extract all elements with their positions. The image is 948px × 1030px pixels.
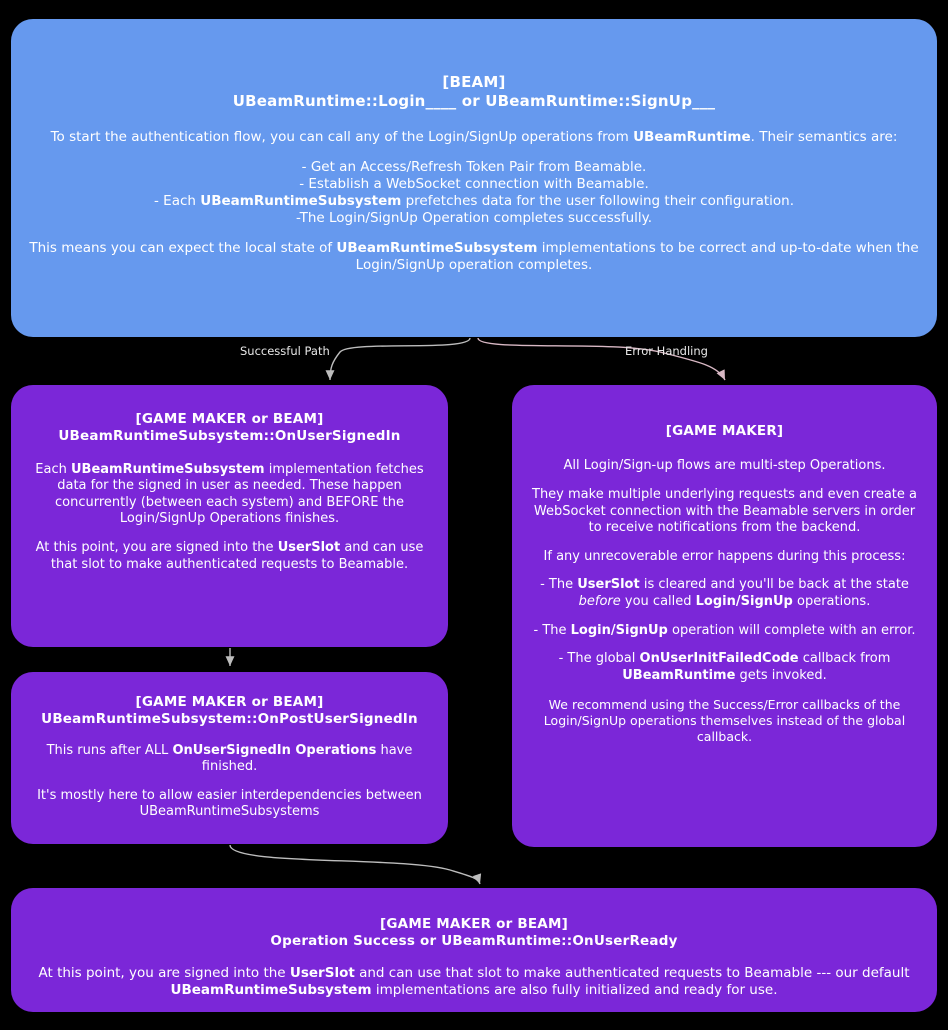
node-left1-title-line1: [GAME MAKER or BEAM] [135,411,324,427]
node-right-paragraph1: All Login/Sign-up flows are multi-step Operations. [563,458,886,474]
node-left2-title [29,694,430,729]
node-top-bullet-3: -The Login/SignUp Operation completes successfully. [295,210,653,227]
edge-left2-bottom [230,845,480,884]
node-left1-body [29,462,430,574]
node-operation-success[interactable] [11,888,937,1012]
node-left1-paragraph2: At this point, you are signed into the UserSlot and can use that slot to make authenticated requests to Beamable. [35,540,424,572]
node-left2-title-line1: [GAME MAKER or BEAM] [135,694,324,710]
node-top-title [29,73,919,111]
node-top-bullet-2: - Each UBeamRuntimeSubsystem prefetches data for the user following their configuration. [154,193,794,210]
edge-label-success: Successful Path [240,344,330,358]
node-right-paragraph2: They make multiple underlying requests and even create a WebSocket connection with the Beamable servers in order to receive notifications from the backend. [532,486,917,536]
node-top-body [29,129,919,274]
node-top-bullets [29,159,919,228]
node-right-body [530,458,919,744]
node-bottom-body [29,965,919,1000]
node-right-paragraph5: - The Login/SignUp operation will complete with an error. [533,622,916,638]
node-right-paragraph3: If any unrecoverable error happens during this process: [543,548,906,564]
node-beam-login-signup[interactable] [11,19,937,337]
node-top-outro: This means you can expect the local state of UBeamRuntimeSubsystem implementations to be correct and up-to-date when the Login/SignUp operation completes. [29,239,919,273]
node-top-bullet-0: - Get an Access/Refresh Token Pair from Beamable. [301,158,647,175]
node-bottom-title-line2: Operation Success or UBeamRuntime::OnUserReady [270,933,678,950]
node-left2-title-line2: UBeamRuntimeSubsystem::OnPostUserSignedIn [41,711,418,728]
node-on-user-signed-in[interactable] [11,385,448,647]
node-left2-paragraph2: It's mostly here to allow easier interdependencies between UBeamRuntimeSubsystems [37,787,422,820]
node-right-paragraph6: - The global OnUserInitFailedCode callback from UBeamRuntime gets invoked. [558,651,891,683]
node-top-intro: To start the authentication flow, you can call any of the Login/SignUp operations from UBeamRuntime. Their semantics are: [50,129,898,146]
node-left2-paragraph1: This runs after ALL OnUserSignedIn Operations have finished. [46,742,413,775]
node-bottom-title-line1: [GAME MAKER or BEAM] [380,916,568,932]
node-left1-paragraph1: Each UBeamRuntimeSubsystem implementation fetches data for the signed in user as needed. These happen concurrently (between each system) and BEFORE the Login/SignUp Operations finishes. [35,461,424,527]
node-top-title-line2: UBeamRuntime::Login____ or UBeamRuntime::SignUp___ [232,92,716,111]
node-error-handling[interactable] [512,385,937,847]
node-left2-body [29,743,430,822]
edge-success [330,338,470,380]
node-right-title [530,423,919,440]
node-bottom-paragraph1: At this point, you are signed into the UserSlot and can use that slot to make authenticated requests to Beamable --- our default UBeamRuntimeSubsystem implementations are also fully initialized and ready for use. [38,964,910,998]
node-right-paragraph7: We recommend using the Success/Error callbacks of the Login/SignUp operations themselves instead of the global callback. [543,696,906,744]
node-right-paragraph4: - The UserSlot is cleared and you'll be back at the state before you called Login/SignUp operations. [540,577,909,610]
node-left1-title-line2: UBeamRuntimeSubsystem::OnUserSignedIn [58,428,401,445]
node-top-bullet-1: - Establish a WebSocket connection with Beamable. [299,175,649,192]
edge-label-error: Error Handling [625,344,708,358]
node-top-title-line1: [BEAM] [442,73,506,91]
node-bottom-title [29,916,919,951]
node-on-post-user-signed-in[interactable] [11,672,448,844]
node-left1-title [29,411,430,446]
node-right-title-line1: [GAME MAKER] [665,423,784,439]
